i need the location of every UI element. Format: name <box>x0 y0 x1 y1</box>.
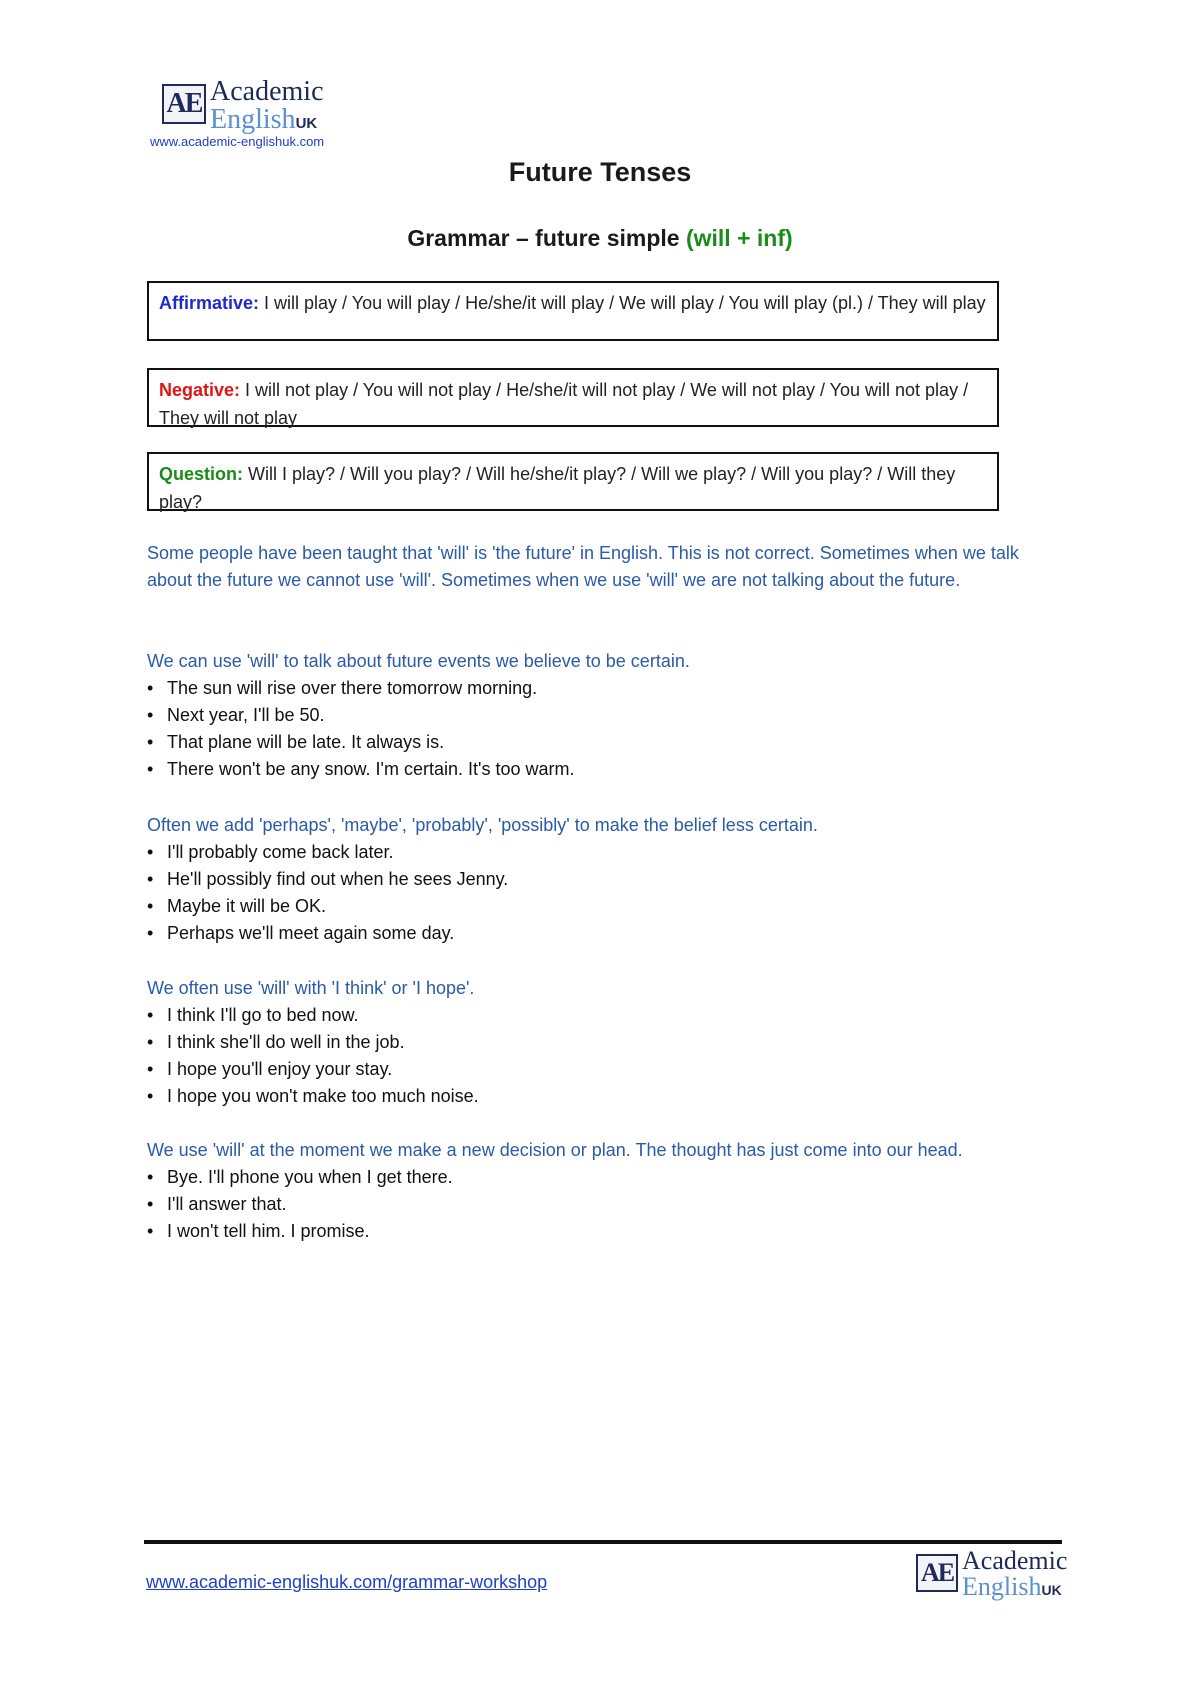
example-list <box>147 1002 1067 1110</box>
footer-logo <box>916 1548 1067 1600</box>
list-item: • That plane will be late. It always is. <box>147 729 1067 756</box>
example-list <box>147 839 1067 947</box>
site-url[interactable]: www.academic-englishuk.com <box>150 134 325 149</box>
negative-text: I will not play / You will not play / He/she/it will not play / We will not play / You will not play / They will not play <box>159 380 969 428</box>
negative-label: Negative: <box>159 380 241 400</box>
logo-mark: AE <box>162 84 206 124</box>
logo-words <box>962 1548 1067 1600</box>
logo-top-word: Academic <box>962 1546 1068 1575</box>
list-item: • Maybe it will be OK. <box>147 893 1067 920</box>
list-item: • Bye. I'll phone you when I get there. <box>147 1164 1067 1191</box>
list-item: • I'll probably come back later. <box>147 839 1067 866</box>
header-logo <box>162 78 324 134</box>
logo-bottom-word: English <box>962 1572 1042 1601</box>
list-item: • He'll possibly find out when he sees Jenny. <box>147 866 1067 893</box>
section-heading: Often we add 'perhaps', 'maybe', 'probably', 'possibly' to make the belief less certain. <box>147 815 818 835</box>
affirmative-text: I will play / You will play / He/she/it will play / We will play / You will play (pl.) / They will play <box>259 293 986 313</box>
logo-suffix: UK <box>1041 1582 1062 1598</box>
affirmative-box <box>147 281 999 341</box>
list-item: • I'll answer that. <box>147 1191 1067 1218</box>
intro-paragraph: Some people have been taught that 'will' is 'the future' in English. This is not correct. Sometimes when we talk about the future we cannot use 'will'. Sometimes when we use 'will' we are not talking about the future. <box>147 543 1019 590</box>
footer-divider <box>144 1540 1062 1544</box>
logo-bottom-word: English <box>210 104 296 135</box>
logo-top-word: Academic <box>210 76 324 107</box>
negative-box <box>147 368 999 427</box>
section-heading: We use 'will' at the moment we make a new decision or plan. The thought has just come into our head. <box>147 1140 963 1160</box>
belief-section <box>147 812 1067 947</box>
list-item: • Next year, I'll be 50. <box>147 702 1067 729</box>
list-item: • I think I'll go to bed now. <box>147 1002 1067 1029</box>
subtitle-prefix: Grammar – future simple <box>407 225 686 251</box>
question-label: Question: <box>159 464 243 484</box>
question-text: Will I play? / Will you play? / Will he/she/it play? / Will we play? / Will you play? / Will they play? <box>159 464 956 512</box>
list-item: • I won't tell him. I promise. <box>147 1218 1067 1245</box>
list-item: • Perhaps we'll meet again some day. <box>147 920 1067 947</box>
subtitle-highlight: (will + inf) <box>685 225 793 251</box>
section-heading: We often use 'will' with 'I think' or 'I hope'. <box>147 978 475 998</box>
decision-section <box>147 1137 1067 1245</box>
example-list <box>147 1164 1067 1245</box>
logo-suffix: UK <box>295 115 318 132</box>
footer-link[interactable]: www.academic-englishuk.com/grammar-workshop <box>146 1572 548 1592</box>
example-list <box>147 675 1067 783</box>
list-item: • The sun will rise over there tomorrow morning. <box>147 675 1067 702</box>
certain-section <box>147 648 1067 783</box>
list-item: • I think she'll do well in the job. <box>147 1029 1067 1056</box>
list-item: • I hope you won't make too much noise. <box>147 1083 1067 1110</box>
list-item: • There won't be any snow. I'm certain. It's too warm. <box>147 756 1067 783</box>
page-title: Future Tenses <box>508 157 692 187</box>
think-section <box>147 975 1067 1110</box>
page-subtitle <box>0 225 1200 252</box>
logo-mark: AE <box>916 1554 958 1592</box>
affirmative-label: Affirmative: <box>159 293 260 313</box>
question-box <box>147 452 999 511</box>
logo-words <box>210 78 324 134</box>
intro-section <box>147 540 1067 594</box>
list-item: • I hope you'll enjoy your stay. <box>147 1056 1067 1083</box>
section-heading: We can use 'will' to talk about future events we believe to be certain. <box>147 651 690 671</box>
